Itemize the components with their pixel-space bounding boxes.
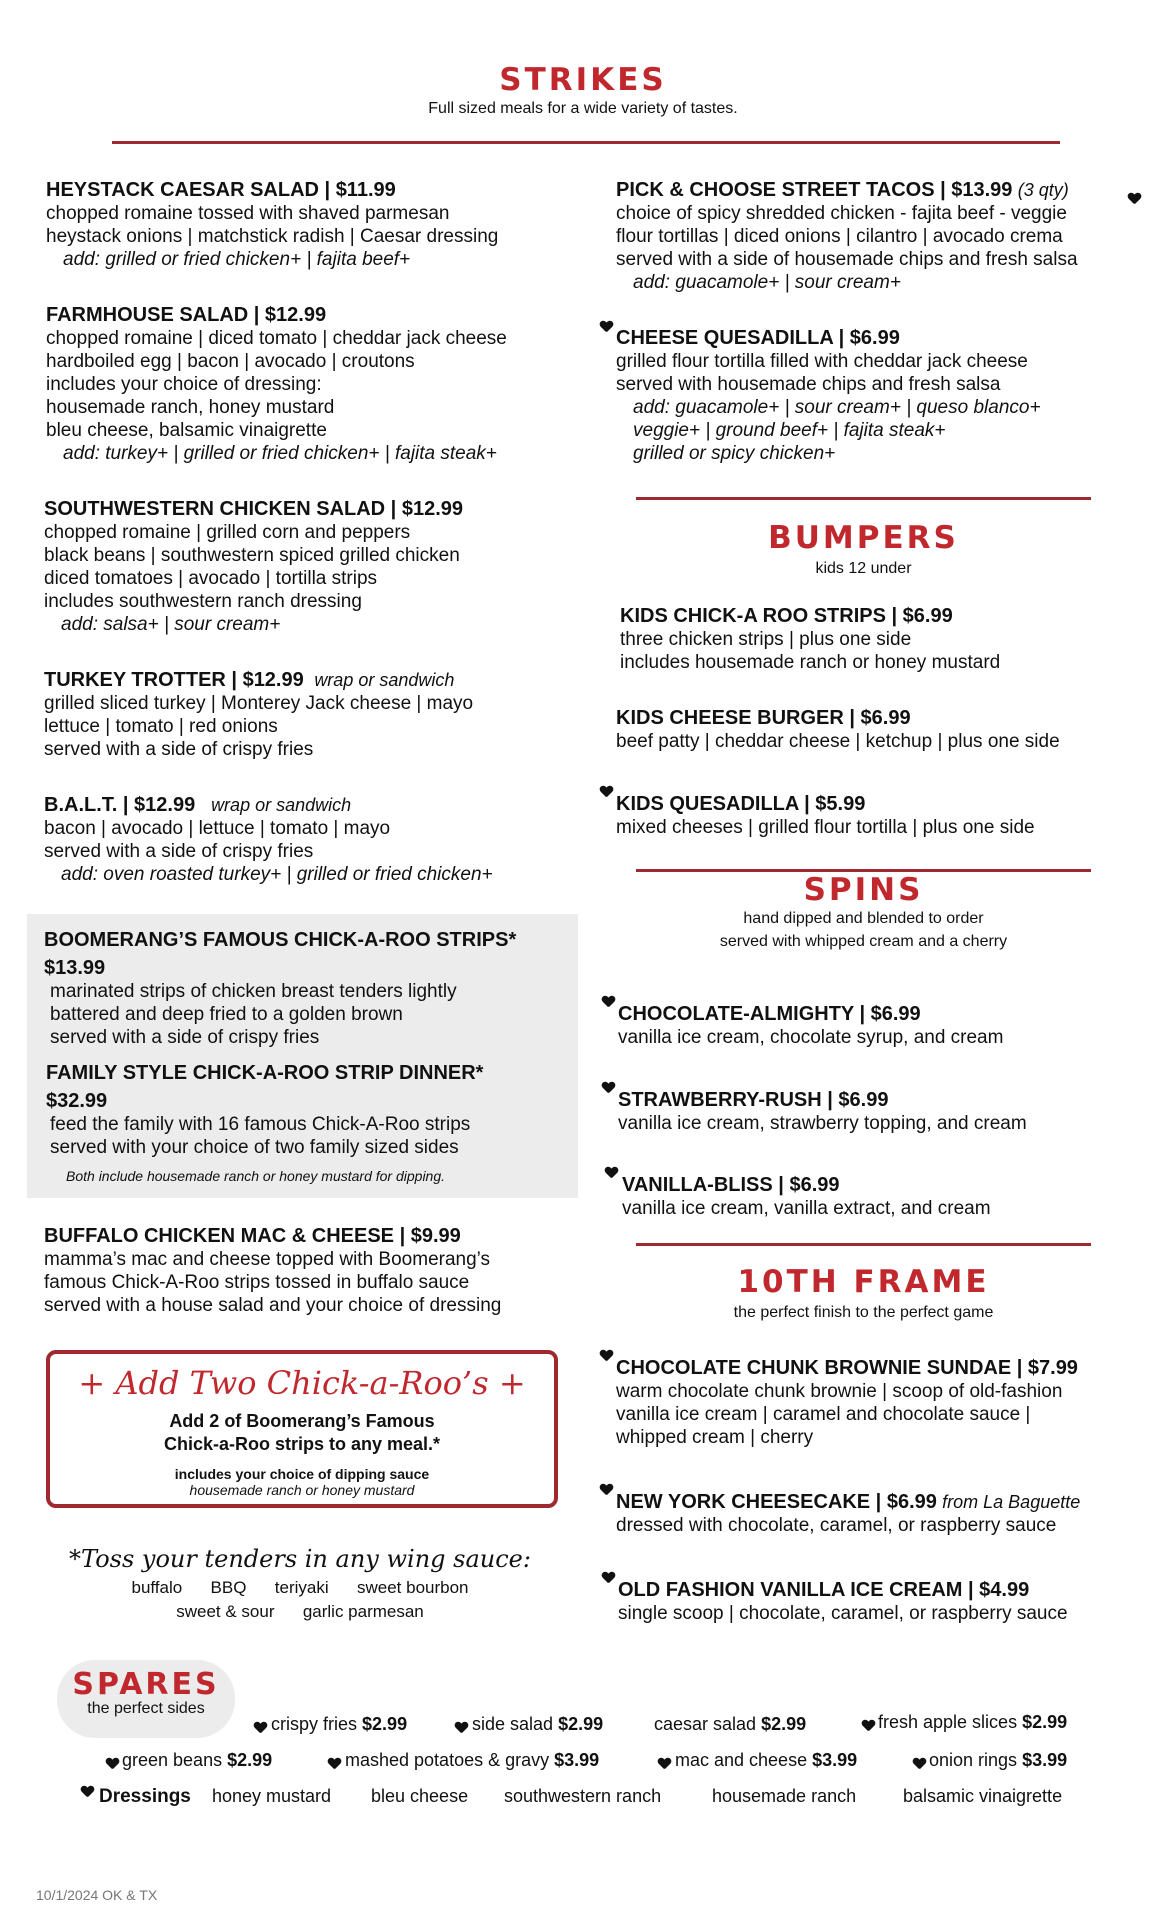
item-desc: battered and deep fried to a golden brown	[50, 1004, 403, 1025]
promo-line	[50, 1410, 554, 1456]
item-desc: chopped romaine | diced tomato | cheddar jack cheese	[46, 328, 507, 349]
bumpers-title: BUMPERS	[768, 520, 959, 556]
item-note: from La Baguette	[942, 1492, 1081, 1512]
side-label: onion rings	[929, 1750, 1018, 1770]
heart-icon	[658, 1758, 671, 1771]
item-desc: vanilla ice cream, chocolate syrup, and cream	[618, 1027, 1004, 1048]
item-desc: served with a side of crispy fries	[44, 841, 314, 862]
promo-title: + Add Two Chick-a-Roo’s +	[78, 1364, 526, 1402]
menu-item-cheese-quesadilla	[616, 326, 1161, 465]
item-desc: marinated strips of chicken breast tenders lightly	[50, 981, 457, 1002]
item-desc: black beans | southwestern spiced grilled chicken	[44, 545, 460, 566]
item-desc: three chicken strips | plus one side	[620, 629, 912, 650]
heart-icon	[328, 1758, 341, 1771]
item-name: PICK & CHOOSE STREET TACOS | $13.99	[616, 179, 1013, 201]
item-desc: heystack onions | matchstick radish | Caesar dressing	[46, 226, 499, 247]
item-name: STRAWBERRY-RUSH | $6.99	[618, 1089, 889, 1111]
side-label: green beans	[122, 1750, 223, 1770]
side-caesar-salad	[654, 1714, 806, 1735]
item-desc: warm chocolate chunk brownie | scoop of old-fashion	[616, 1381, 1063, 1402]
menu-item-vanilla-bliss	[622, 1173, 1162, 1220]
item-desc: served with a side of housemade chips and fresh salsa	[616, 249, 1078, 270]
menu-item-ny-cheesecake	[616, 1490, 1164, 1537]
promo-line-2: Chick-a-Roo strips to any meal.*	[163, 1434, 441, 1454]
item-desc: vanilla ice cream, strawberry topping, and cream	[618, 1113, 1027, 1134]
item-desc: served with a house salad and your choice of dressing	[44, 1295, 502, 1316]
item-note: (3 qty)	[1017, 180, 1069, 200]
item-desc: includes southwestern ranch dressing	[44, 591, 362, 612]
item-addons: grilled or spicy chicken+	[633, 443, 836, 464]
heart-icon	[455, 1722, 468, 1735]
side-side-salad	[472, 1714, 603, 1735]
menu-item-balt	[44, 793, 584, 886]
menu-item-family-strip-dinner	[46, 1061, 576, 1188]
toss-title: *Toss your tenders in any wing sauce:	[69, 1545, 531, 1573]
heart-icon	[602, 1082, 615, 1095]
dressings-label: Dressings	[99, 1786, 191, 1807]
item-name: BUFFALO CHICKEN MAC & CHEESE | $9.99	[44, 1225, 461, 1247]
side-label: mac and cheese	[675, 1750, 808, 1770]
side-label: mashed potatoes & gravy	[345, 1750, 550, 1770]
menu-item-brownie-sundae	[616, 1356, 1161, 1449]
item-desc: hardboiled egg | bacon | avocado | croutons	[46, 351, 415, 372]
menu-item-farmhouse-salad	[46, 303, 586, 465]
item-note: wrap or sandwich	[211, 795, 352, 815]
item-desc: grilled sliced turkey | Monterey Jack cheese | mayo	[44, 693, 474, 714]
side-mac-and-cheese	[675, 1750, 857, 1771]
item-desc: includes your choice of dressing:	[46, 374, 322, 395]
item-desc: dressed with chocolate, caramel, or raspberry sauce	[616, 1515, 1057, 1536]
side-price: $2.99	[227, 1750, 273, 1770]
item-desc: mamma’s mac and cheese topped with Boomerang’s	[44, 1249, 491, 1270]
side-apple-slices	[878, 1712, 1067, 1733]
item-desc: feed the family with 16 famous Chick-A-Roo strips	[50, 1114, 471, 1135]
side-label: side salad	[472, 1714, 554, 1734]
item-addons: add: guacamole+ | sour cream+	[633, 272, 901, 293]
item-name: CHEESE QUESADILLA | $6.99	[616, 327, 900, 349]
item-desc: bacon | avocado | lettuce | tomato | mayo	[44, 818, 391, 839]
side-price: $3.99	[1022, 1750, 1068, 1770]
spares-badge	[57, 1660, 235, 1738]
item-desc: famous Chick-A-Roo strips tossed in buffalo sauce	[44, 1272, 470, 1293]
item-desc: diced tomatoes | avocado | tortilla strips	[44, 568, 378, 589]
side-price: $2.99	[558, 1714, 604, 1734]
item-footnote: Both include housemade ranch or honey mustard for dipping.	[66, 1168, 446, 1184]
menu-item-street-tacos	[616, 178, 1161, 294]
item-desc: served with your choice of two family sized sides	[50, 1137, 459, 1158]
item-addons: add: turkey+ | grilled or fried chicken+ | fajita steak+	[63, 443, 497, 464]
item-desc: served with a side of crispy fries	[50, 1027, 320, 1048]
item-addons: add: guacamole+ | sour cream+ | queso blanco+	[633, 397, 1041, 418]
menu-item-kids-strips	[620, 604, 1160, 674]
menu-item-kids-burger	[616, 706, 1161, 753]
heart-icon	[81, 1786, 94, 1799]
menu-item-caesar-salad	[46, 178, 586, 271]
item-name: BOOMERANG’S FAMOUS CHICK-A-ROO STRIPS*	[44, 929, 517, 951]
menu-item-famous-strips	[44, 928, 574, 1049]
spares-title: SPARES	[72, 1667, 220, 1702]
heart-icon	[254, 1722, 267, 1735]
item-desc: beef patty | cheddar cheese | ketchup | plus one side	[616, 731, 1060, 752]
item-desc: housemade ranch, honey mustard	[46, 397, 335, 418]
menu-item-buffalo-mac	[44, 1224, 584, 1317]
side-label: crispy fries	[271, 1714, 358, 1734]
item-name: OLD FASHION VANILLA ICE CREAM | $4.99	[618, 1579, 1030, 1601]
dressing-honey-mustard: honey mustard	[212, 1786, 332, 1806]
item-addons: add: salsa+ | sour cream+	[61, 614, 281, 635]
heart-icon	[913, 1758, 926, 1771]
item-name: FAMILY STYLE CHICK-A-ROO STRIP DINNER*	[46, 1062, 484, 1084]
toss-sauces-line-1: buffalo BBQ teriyaki sweet bourbon	[131, 1578, 469, 1597]
item-desc: served with housemade chips and fresh salsa	[616, 374, 1001, 395]
dressing-housemade-ranch: housemade ranch	[712, 1786, 857, 1806]
promo-small: includes your choice of dipping sauce	[174, 1466, 430, 1482]
item-desc: vanilla ice cream | caramel and chocolate sauce |	[616, 1404, 1031, 1425]
item-desc: whipped cream | cherry	[616, 1427, 814, 1448]
promo-line-1: Add 2 of Boomerang’s Famous	[169, 1411, 435, 1431]
heart-icon	[600, 786, 613, 799]
item-desc: includes housemade ranch or honey mustard	[620, 652, 1001, 673]
side-crispy-fries	[271, 1714, 407, 1735]
heart-icon	[106, 1758, 119, 1771]
item-desc: flour tortillas | diced onions | cilantro | avocado crema	[616, 226, 1063, 247]
spins-subtitle-1: hand dipped and blended to order	[743, 910, 984, 927]
item-desc: served with a side of crispy fries	[44, 739, 314, 760]
item-note: wrap or sandwich	[314, 670, 455, 690]
side-price: $2.99	[761, 1714, 807, 1734]
dressing-bleu-cheese: bleu cheese	[371, 1786, 469, 1806]
heart-icon	[600, 1350, 613, 1363]
item-name: NEW YORK CHEESECAKE | $6.99	[616, 1491, 937, 1513]
dressing-balsamic-vinaigrette: balsamic vinaigrette	[903, 1786, 1063, 1806]
item-name: SOUTHWESTERN CHICKEN SALAD | $12.99	[44, 498, 463, 520]
item-addons: add: grilled or fried chicken+ | fajita beef+	[63, 249, 411, 270]
spares-subtitle: the perfect sides	[87, 1700, 205, 1717]
spins-title: SPINS	[803, 872, 924, 908]
heart-icon	[1128, 193, 1141, 206]
item-addons: veggie+ | ground beef+ | fajita steak+	[633, 420, 946, 441]
menu-item-turkey-trotter	[44, 668, 584, 761]
item-name: HEYSTACK CAESAR SALAD | $11.99	[46, 179, 396, 201]
heart-icon	[602, 1572, 615, 1585]
strikes-divider	[112, 141, 1060, 144]
add-two-promo-box	[46, 1350, 558, 1508]
side-price: $3.99	[812, 1750, 858, 1770]
menu-item-chocolate-almighty	[618, 1002, 1158, 1049]
item-desc: chopped romaine | grilled corn and peppers	[44, 522, 411, 543]
heart-icon	[602, 996, 615, 1009]
item-name: B.A.L.T. | $12.99	[44, 794, 196, 816]
item-name: KIDS CHEESE BURGER | $6.99	[616, 707, 911, 729]
item-desc: bleu cheese, balsamic vinaigrette	[46, 420, 327, 441]
dressing-southwestern-ranch: southwestern ranch	[504, 1786, 662, 1806]
item-desc: single scoop | chocolate, caramel, or raspberry sauce	[618, 1603, 1068, 1624]
item-name: KIDS CHICK-A ROO STRIPS | $6.99	[620, 605, 953, 627]
item-desc: mixed cheeses | grilled flour tortilla | plus one side	[616, 817, 1035, 838]
bumpers-subtitle: kids 12 under	[815, 560, 912, 577]
side-mashed-potatoes	[345, 1750, 599, 1771]
heart-icon	[605, 1167, 618, 1180]
strikes-title: STRIKES	[499, 62, 667, 98]
menu-item-southwestern-salad	[44, 497, 584, 636]
item-desc: choice of spicy shredded chicken - fajita beef - veggie	[616, 203, 1067, 224]
toss-sauces-line-2: sweet & sour garlic parmesan	[176, 1602, 424, 1621]
item-desc: vanilla ice cream, vanilla extract, and cream	[622, 1198, 991, 1219]
side-price: $3.99	[554, 1750, 600, 1770]
item-price: $13.99	[44, 957, 106, 979]
side-label: fresh apple slices	[878, 1712, 1018, 1732]
menu-item-vanilla-ice-cream	[618, 1578, 1158, 1625]
menu-item-strawberry-rush	[618, 1088, 1158, 1135]
tenth-frame-title: 10TH FRAME	[737, 1264, 990, 1300]
heart-icon	[600, 321, 613, 334]
item-addons: add: oven roasted turkey+ | grilled or fried chicken+	[61, 864, 493, 885]
item-desc: lettuce | tomato | red onions	[44, 716, 278, 737]
item-name: CHOCOLATE-ALMIGHTY | $6.99	[618, 1003, 921, 1025]
item-name: TURKEY TROTTER | $12.99	[44, 669, 304, 691]
item-desc: chopped romaine tossed with shaved parmesan	[46, 203, 450, 224]
side-green-beans	[122, 1750, 272, 1771]
item-desc: grilled flour tortilla filled with cheddar jack cheese	[616, 351, 1028, 372]
footer-date: 10/1/2024 OK & TX	[36, 1887, 158, 1903]
spins-subtitle-2: served with whipped cream and a cherry	[719, 933, 1008, 950]
tenth-frame-subtitle: the perfect finish to the perfect game	[733, 1304, 994, 1321]
item-name: VANILLA-BLISS | $6.99	[622, 1174, 840, 1196]
menu-item-kids-quesadilla	[616, 792, 1161, 839]
tenth-frame-divider	[636, 1243, 1091, 1246]
heart-icon	[862, 1720, 875, 1733]
item-name: FARMHOUSE SALAD | $12.99	[46, 304, 327, 326]
promo-small-italic: housemade ranch or honey mustard	[189, 1482, 415, 1498]
side-onion-rings	[929, 1750, 1067, 1771]
heart-icon	[600, 1484, 613, 1497]
item-name: KIDS QUESADILLA | $5.99	[616, 793, 866, 815]
side-price: $2.99	[362, 1714, 408, 1734]
bumpers-divider	[636, 497, 1091, 500]
side-label: caesar salad	[654, 1714, 757, 1734]
side-price: $2.99	[1022, 1712, 1068, 1732]
item-name: CHOCOLATE CHUNK BROWNIE SUNDAE | $7.99	[616, 1357, 1078, 1379]
item-price: $32.99	[46, 1090, 108, 1112]
strikes-subtitle: Full sized meals for a wide variety of tastes.	[428, 100, 738, 117]
